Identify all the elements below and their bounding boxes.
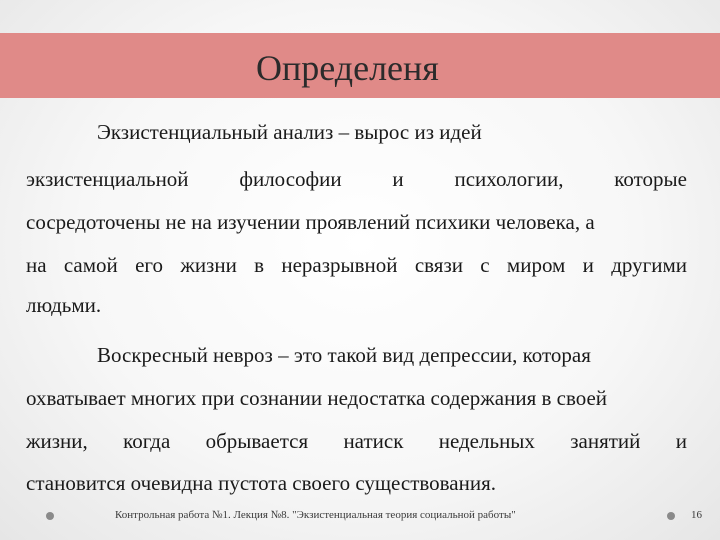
paragraph-2-line-3 [26,428,687,454]
word: обрывается [205,429,309,453]
paragraph-2-line-1: Воскресный невроз – это такой вид депрессии, которая [97,343,591,367]
word: и [392,167,404,191]
paragraph-2-line-4: становится очевидна пустота своего существования. [26,471,496,495]
word: психологии, [454,167,564,191]
word: которые [614,167,687,191]
word: его [135,253,164,277]
word: натиск [343,429,404,453]
word: самой [63,253,118,277]
word: когда [123,429,171,453]
word: неразрывной [281,253,398,277]
paragraph-1-line-4 [26,252,687,278]
word: на [26,253,47,277]
footer-caption: Контрольная работа №1. Лекция №8. "Экзистенциальная теория социальной работы" [115,509,516,521]
word: миром [506,253,566,277]
paragraph-1-line-2 [26,166,687,192]
footer-right-bullet [667,512,675,520]
slide-title: Определеня [256,48,439,88]
word: занятий [570,429,641,453]
word: жизни, [26,429,88,453]
word: недельных [438,429,535,453]
paragraph-2-line-2: охватывает многих при сознании недостатка содержания в своей [26,386,608,410]
word: философии [239,167,342,191]
word: с [480,253,490,277]
word: другими [611,253,687,277]
footer-left-bullet [46,512,54,520]
word: и [582,253,594,277]
word: экзистенциальной [26,167,189,191]
paragraph-1-line-5: людьми. [26,293,102,317]
word: и [675,429,687,453]
paragraph-1-line-3: сосредоточены не на изучении проявлений психики человека, а [26,210,595,234]
word: жизни [180,253,237,277]
paragraph-1-line-1: Экзистенциальный анализ – вырос из идей [97,120,482,144]
word: в [254,253,265,277]
page-number: 16 [691,509,702,521]
word: связи [414,253,463,277]
